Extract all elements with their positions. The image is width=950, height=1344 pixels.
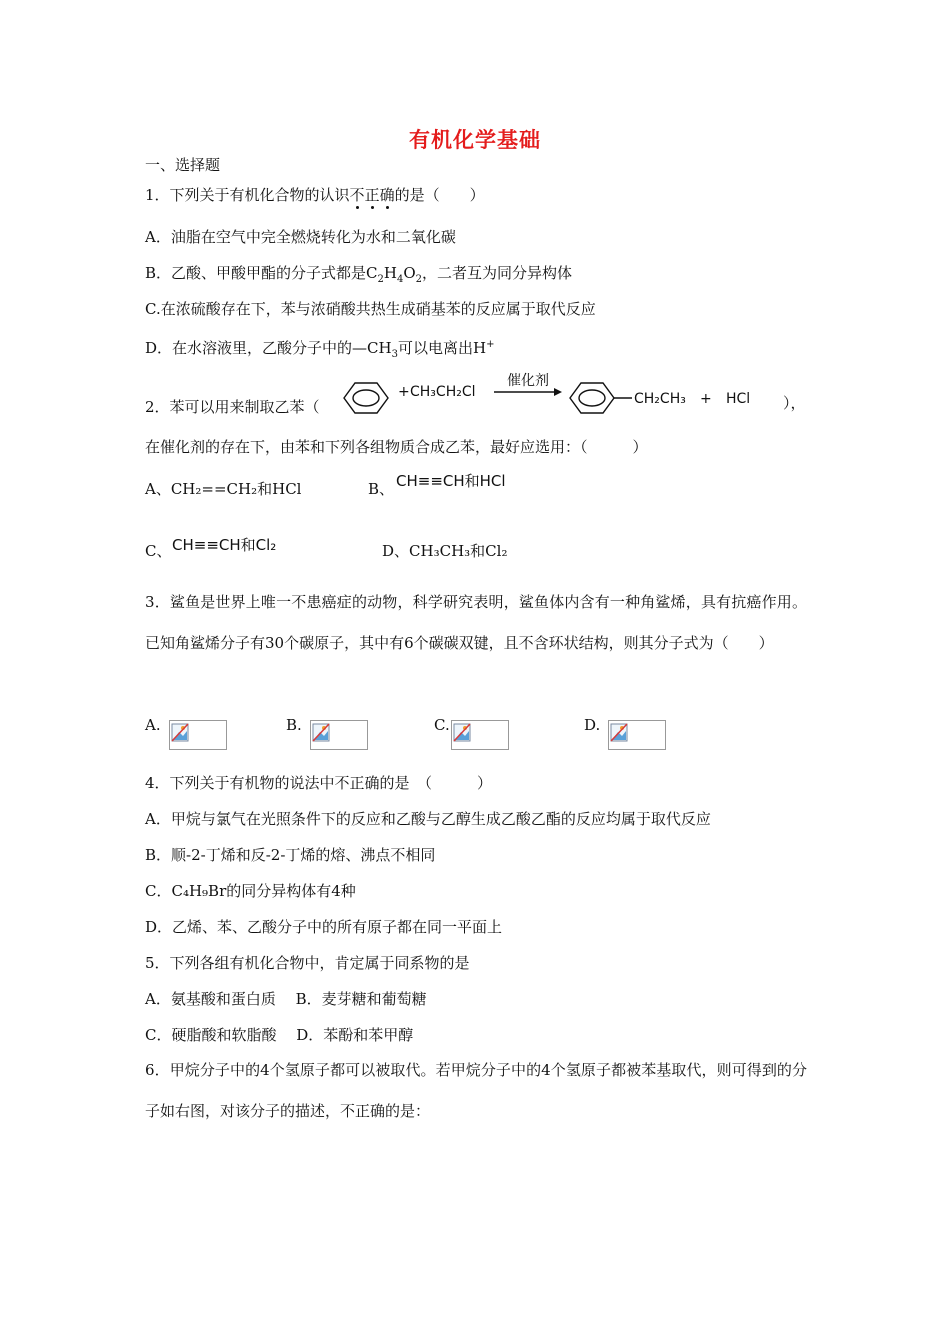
question-2-option-a: A、CH₂==CH₂和HCl bbox=[145, 480, 302, 498]
question-3-stem: 3．鲨鱼是世界上唯一不患癌症的动物，科学研究表明，鲨鱼体内含有一种角鲨烯，具有抗癌作用。已知角鲨烯分子有30个碳原子，其中有6个碳碳双键，且不含环状结构，则其分子式为（ ） bbox=[145, 593, 807, 652]
svg-text:+: + bbox=[700, 391, 712, 407]
question-1-option-b: B．乙酸、甲酸甲酯的分子式都是$C_2H_4O_2$，二者互为同分异构体 bbox=[145, 264, 573, 285]
question-1-stem: 1．下列关于有机化合物的认识不正确的是（ ） bbox=[145, 186, 485, 204]
arrow-head-icon bbox=[554, 388, 562, 396]
broken-image-icon bbox=[451, 720, 509, 750]
question-2-stem-end: ）， bbox=[783, 394, 806, 412]
question-2-option-b-label: B、 bbox=[368, 480, 395, 498]
question-5-options-cd: C．硬脂酸和软脂酸 D．苯酚和苯甲醇 bbox=[145, 1026, 414, 1044]
question-2-option-c-label: C、 bbox=[145, 542, 172, 560]
question-3-option-c-label: C. bbox=[434, 716, 450, 734]
question-3-option-a-label: A. bbox=[145, 716, 161, 734]
question-4-option-b: B．顺-2-丁烯和反-2-丁烯的熔、沸点不相同 bbox=[145, 846, 436, 864]
question-5-stem: 5．下列各组有机化合物中，肯定属于同系物的是 bbox=[145, 954, 470, 972]
benzene-ring-icon bbox=[570, 383, 614, 413]
question-4-option-a: A．甲烷与氯气在光照条件下的反应和乙酸与乙醇生成乙酸乙酯的反应均属于取代反应 bbox=[145, 810, 711, 828]
question-3-option-b-label: B. bbox=[286, 716, 302, 734]
page-title: 有机化学基础 bbox=[409, 128, 541, 152]
broken-image-icon bbox=[169, 720, 227, 750]
question-2-option-d: D、CH₃CH₃和Cl₂ bbox=[382, 542, 508, 560]
reagent-formula: CH₃CH₂Cl bbox=[410, 384, 476, 400]
section-heading: 一、选择题 bbox=[145, 156, 221, 174]
question-1-option-c: C.在浓硫酸存在下，苯与浓硝酸共热生成硝基苯的反应属于取代反应 bbox=[145, 300, 596, 318]
question-4-option-d: D．乙烯、苯、乙酸分子中的所有原子都在同一平面上 bbox=[145, 918, 503, 936]
question-4-option-c: C．C₄H₉Br的同分异构体有4种 bbox=[145, 882, 356, 900]
question-3-option-d-label: D. bbox=[584, 716, 601, 734]
question-2-option-c-formula: CH≡≡CH和Cl₂ bbox=[172, 536, 277, 554]
question-4-stem: 4．下列关于有机物的说法中不正确的是 （ ） bbox=[145, 774, 493, 792]
product-substituent: CH₂CH₃ bbox=[634, 391, 686, 407]
reaction-equation bbox=[336, 371, 806, 421]
question-5-options-ab: A．氨基酸和蛋白质 B．麦芽糖和葡萄糖 bbox=[145, 990, 427, 1008]
question-2-option-b-formula: CH≡≡CH和HCl bbox=[396, 472, 506, 490]
question-2-line2: 在催化剂的存在下，由苯和下列各组物质合成乙苯，最好应选用：（ ） bbox=[145, 438, 648, 456]
broken-image-icon bbox=[310, 720, 368, 750]
question-6-stem: 6．甲烷分子中的4个氢原子都可以被取代。若甲烷分子中的4个氢原子都被苯基取代，则可得到的分子如右图，对该分子的描述，不正确的是： bbox=[145, 1061, 807, 1120]
question-1-option-d: D．在水溶液里，乙酸分子中的$—CH_3$可以电离出H+ bbox=[145, 339, 495, 360]
broken-image-icon bbox=[608, 720, 666, 750]
catalyst-label: 催化剂 bbox=[507, 373, 549, 389]
svg-text:+: + bbox=[398, 384, 410, 400]
hcl-product: HCl bbox=[726, 391, 751, 407]
benzene-ring-icon bbox=[344, 383, 388, 413]
question-1-option-a: A．油脂在空气中完全燃烧转化为水和二氧化碳 bbox=[145, 228, 456, 246]
question-2-stem: 2．苯可以用来制取乙苯（ bbox=[145, 398, 320, 416]
